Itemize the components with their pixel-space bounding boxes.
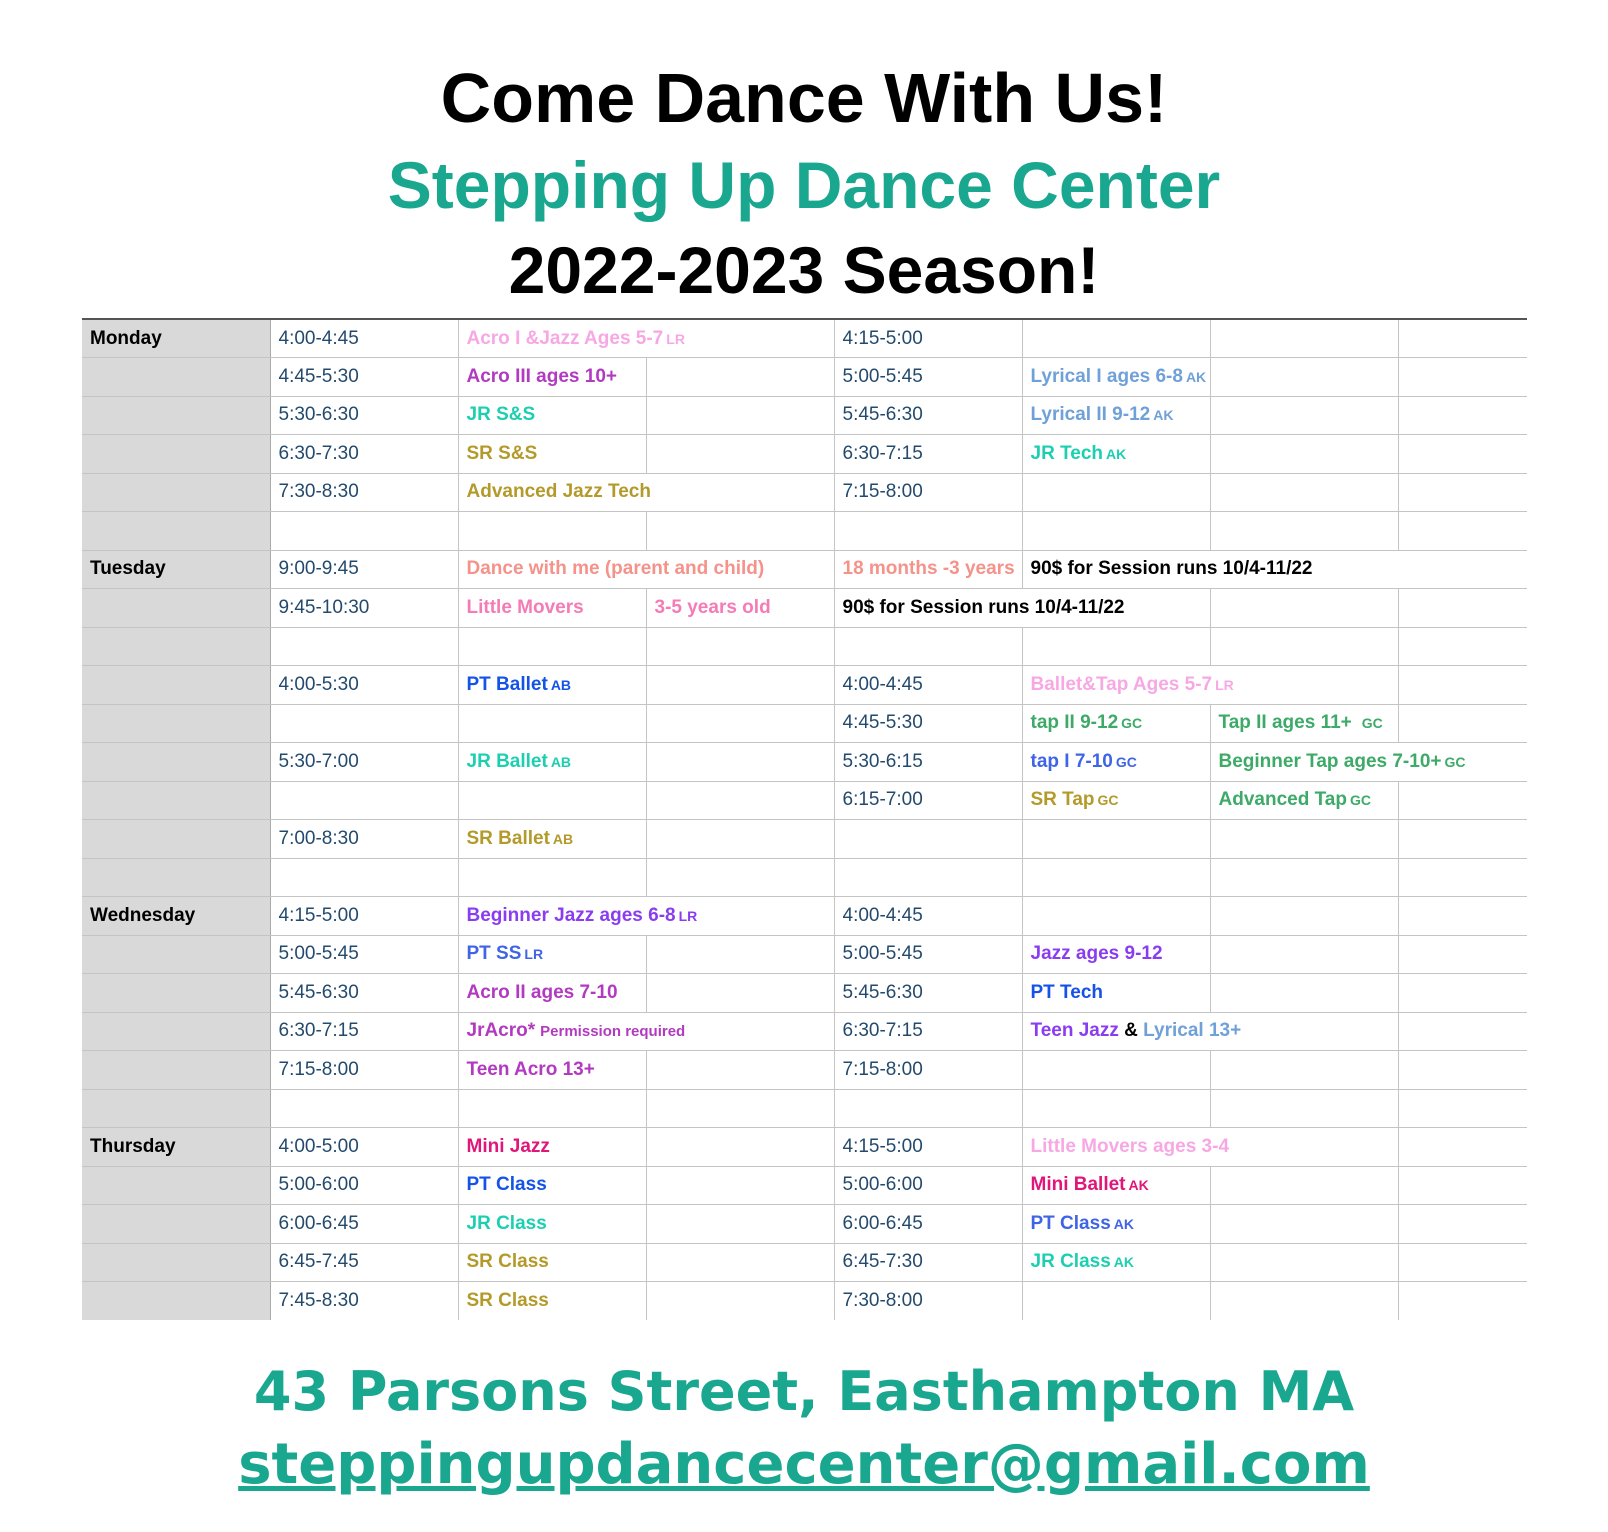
class-name: SR S&S xyxy=(466,442,538,464)
day-tuesday: Tuesday xyxy=(82,550,270,589)
table-row xyxy=(82,1012,1527,1051)
class-name: Mini Jazz xyxy=(466,1135,550,1157)
time-cell: 7:15-8:00 xyxy=(834,1051,1022,1090)
class-name: Acro II ages 7-10 xyxy=(466,981,618,1003)
empty-cell xyxy=(1210,319,1398,358)
class-name: Tap II ages 11+ xyxy=(1218,712,1352,734)
day-cell xyxy=(82,512,270,551)
empty-cell xyxy=(1398,858,1527,897)
day-cell xyxy=(82,1205,270,1244)
class-cell xyxy=(458,1282,646,1321)
empty-cell xyxy=(1398,396,1527,435)
empty-cell xyxy=(1398,627,1527,666)
table-row xyxy=(82,1051,1527,1090)
empty-cell xyxy=(1398,1282,1527,1321)
class-cell xyxy=(1022,1166,1210,1205)
empty-cell xyxy=(1210,512,1398,551)
empty-cell xyxy=(1398,512,1527,551)
class-name: SR Class xyxy=(466,1251,549,1273)
class-cell xyxy=(458,1205,646,1244)
day-monday: Monday xyxy=(82,319,270,358)
email-link[interactable]: steppingupdancecenter@gmail.com xyxy=(238,1432,1370,1497)
time-cell: 7:15-8:00 xyxy=(834,473,1022,512)
class-name: JR Class xyxy=(466,1212,547,1234)
table-row xyxy=(82,1205,1527,1244)
time-cell: 6:30-7:15 xyxy=(834,435,1022,474)
instructor-tag: AK xyxy=(1113,1254,1135,1271)
time-cell: 4:00-5:30 xyxy=(270,666,458,705)
empty-cell xyxy=(1398,1205,1527,1244)
empty-cell xyxy=(646,435,834,474)
time-cell: 7:30-8:00 xyxy=(834,1282,1022,1321)
empty-cell xyxy=(1210,858,1398,897)
empty-cell xyxy=(646,935,834,974)
instructor-tag: GC xyxy=(1361,715,1383,732)
class-cell xyxy=(1210,743,1527,782)
class-name: JR Class xyxy=(1030,1251,1111,1273)
instructor-tag: LR xyxy=(524,946,544,963)
empty-cell xyxy=(1022,473,1210,512)
time-cell: 6:15-7:00 xyxy=(834,781,1022,820)
time-cell: 9:45-10:30 xyxy=(270,589,458,628)
class-cell xyxy=(458,743,646,782)
class-name: Mini Ballet xyxy=(1030,1174,1126,1196)
time-cell: 6:45-7:30 xyxy=(834,1243,1022,1282)
instructor-tag: AB xyxy=(550,676,572,693)
instructor-tag: AK xyxy=(1185,368,1207,385)
class-name: Advanced Tap xyxy=(1218,789,1347,811)
empty-cell xyxy=(1022,1089,1210,1128)
instructor-tag: GC xyxy=(1097,792,1119,809)
time-cell: 5:00-5:45 xyxy=(834,358,1022,397)
instructor-tag: AB xyxy=(552,830,574,847)
class-name: SR Class xyxy=(466,1290,549,1311)
class-cell xyxy=(458,589,646,628)
empty-cell xyxy=(1022,1051,1210,1090)
table-row xyxy=(82,627,1527,666)
empty-cell xyxy=(1398,1166,1527,1205)
empty-cell xyxy=(1210,1205,1398,1244)
class-cell xyxy=(1022,704,1210,743)
empty-cell xyxy=(1398,935,1527,974)
empty-cell xyxy=(1398,1243,1527,1282)
class-cell xyxy=(1022,435,1210,474)
empty-cell xyxy=(1398,704,1527,743)
day-cell xyxy=(82,627,270,666)
session-note: 90$ for Session runs 10/4-11/22 xyxy=(842,596,1125,618)
class-cell xyxy=(458,550,834,589)
time-cell: 9:00-9:45 xyxy=(270,550,458,589)
empty-cell xyxy=(1022,319,1210,358)
class-cell xyxy=(458,820,646,859)
ampersand: & xyxy=(1124,1020,1138,1042)
time-cell: 5:00-6:00 xyxy=(834,1166,1022,1205)
empty-cell xyxy=(1398,1128,1527,1167)
class-name: Dance with me (parent and child) xyxy=(466,558,765,580)
empty-cell xyxy=(1398,666,1527,705)
table-row xyxy=(82,820,1527,859)
time-cell: 5:00-5:45 xyxy=(834,935,1022,974)
instructor-tag: AK xyxy=(1153,407,1174,424)
time-cell: 5:30-6:30 xyxy=(270,396,458,435)
class-cell xyxy=(458,1166,646,1205)
empty-cell xyxy=(834,858,1022,897)
day-cell xyxy=(82,1051,270,1090)
table-row xyxy=(82,473,1527,512)
time-cell: 6:00-6:45 xyxy=(834,1205,1022,1244)
class-name: Little Movers ages 3-4 xyxy=(1030,1135,1230,1157)
table-row xyxy=(82,666,1527,705)
table-row xyxy=(82,1166,1527,1205)
empty-cell xyxy=(270,627,458,666)
empty-cell xyxy=(646,1089,834,1128)
time-cell: 6:45-7:45 xyxy=(270,1243,458,1282)
class-cell xyxy=(458,319,834,358)
class-name: Little Movers xyxy=(466,596,584,618)
day-cell xyxy=(82,820,270,859)
empty-cell xyxy=(646,627,834,666)
instructor-tag: AB xyxy=(550,753,572,770)
class-name: JR S&S xyxy=(466,404,536,426)
class-cell xyxy=(1022,974,1210,1013)
table-row xyxy=(82,781,1527,820)
table-row xyxy=(82,1128,1527,1167)
instructor-tag: LR xyxy=(1215,676,1234,693)
empty-cell xyxy=(834,627,1022,666)
class-name: Beginner Jazz ages 6-8 xyxy=(466,904,676,926)
class-name: Advanced Jazz Tech xyxy=(466,481,651,503)
class-cell xyxy=(1022,1012,1398,1051)
empty-cell xyxy=(646,704,834,743)
class-cell xyxy=(1022,666,1398,705)
time-cell: 7:15-8:00 xyxy=(270,1051,458,1090)
class-cell xyxy=(1022,743,1210,782)
time-cell: 4:00-4:45 xyxy=(834,897,1022,936)
class-name: SR Ballet xyxy=(466,827,550,849)
instructor-tag: LR xyxy=(678,907,698,924)
empty-cell xyxy=(1210,1243,1398,1282)
empty-cell xyxy=(1398,473,1527,512)
class-name: PT Ballet xyxy=(466,673,548,695)
table-row xyxy=(82,319,1527,358)
time-cell: 4:00-4:45 xyxy=(834,666,1022,705)
class-name: PT Tech xyxy=(1030,981,1103,1003)
class-cell xyxy=(1210,781,1398,820)
class-name: JrAcro* xyxy=(466,1020,536,1042)
instructor-tag: AK xyxy=(1113,1215,1134,1232)
empty-cell xyxy=(834,512,1022,551)
day-cell xyxy=(82,781,270,820)
class-cell xyxy=(458,935,646,974)
day-cell xyxy=(82,743,270,782)
age-range: 3-5 years old xyxy=(654,596,771,618)
permission-note: Permission required xyxy=(540,1023,686,1041)
class-cell xyxy=(458,974,646,1013)
class-cell xyxy=(458,897,834,936)
empty-cell xyxy=(646,396,834,435)
empty-cell xyxy=(270,704,458,743)
class-name: PT SS xyxy=(466,943,522,965)
class-name: Lyrical II 9-12 xyxy=(1030,404,1151,426)
class-cell xyxy=(1022,781,1210,820)
empty-cell xyxy=(646,666,834,705)
studio-name: Stepping Up Dance Center xyxy=(387,148,1221,222)
class-name: Teen Acro 13+ xyxy=(466,1058,595,1080)
schedule-table xyxy=(82,318,1527,1320)
class-cell xyxy=(458,1051,646,1090)
empty-cell xyxy=(646,743,834,782)
empty-cell xyxy=(646,1243,834,1282)
time-cell: 4:15-5:00 xyxy=(834,319,1022,358)
class-cell xyxy=(1022,1128,1398,1167)
empty-cell xyxy=(1398,319,1527,358)
table-row xyxy=(82,1282,1527,1321)
empty-cell xyxy=(646,1166,834,1205)
empty-cell xyxy=(270,858,458,897)
table-row xyxy=(82,974,1527,1013)
empty-cell xyxy=(1210,935,1398,974)
table-row xyxy=(82,435,1527,474)
empty-cell xyxy=(1210,473,1398,512)
empty-cell xyxy=(646,820,834,859)
day-cell xyxy=(82,1089,270,1128)
class-cell xyxy=(1022,396,1210,435)
empty-cell xyxy=(1022,897,1210,936)
time-cell: 4:00-5:00 xyxy=(270,1128,458,1167)
empty-cell xyxy=(1398,781,1527,820)
empty-cell xyxy=(646,974,834,1013)
day-cell xyxy=(82,1243,270,1282)
empty-cell xyxy=(1210,358,1398,397)
class-name: tap I 7-10 xyxy=(1030,750,1113,772)
table-row xyxy=(82,935,1527,974)
class-name: tap II 9-12 xyxy=(1030,712,1119,734)
class-cell xyxy=(458,1012,834,1051)
class-cell xyxy=(1022,1243,1210,1282)
empty-cell xyxy=(1398,1012,1527,1051)
empty-cell xyxy=(646,1282,834,1321)
class-name: SR Tap xyxy=(1030,789,1095,811)
empty-cell xyxy=(1398,974,1527,1013)
table-row xyxy=(82,897,1527,936)
time-cell: 5:45-6:30 xyxy=(834,396,1022,435)
class-name: JR Tech xyxy=(1030,442,1104,464)
empty-cell xyxy=(1210,897,1398,936)
day-cell xyxy=(82,974,270,1013)
table-row xyxy=(82,589,1527,628)
empty-cell xyxy=(1210,396,1398,435)
empty-cell xyxy=(646,858,834,897)
studio-address: 43 Parsons Street, Easthampton MA xyxy=(253,1360,1355,1423)
empty-cell xyxy=(646,1051,834,1090)
empty-cell xyxy=(458,627,646,666)
table-row xyxy=(82,512,1527,551)
time-cell: 5:00-6:00 xyxy=(270,1166,458,1205)
empty-cell xyxy=(1398,820,1527,859)
day-cell xyxy=(82,589,270,628)
table-row xyxy=(82,704,1527,743)
class-name: PT Class xyxy=(466,1174,547,1196)
time-cell: 5:45-6:30 xyxy=(834,974,1022,1013)
empty-cell xyxy=(834,1089,1022,1128)
class-name: Lyrical 13+ xyxy=(1143,1020,1242,1042)
empty-cell xyxy=(1022,820,1210,859)
day-cell xyxy=(82,358,270,397)
class-name: Acro I &Jazz Ages 5-7 xyxy=(466,327,664,349)
empty-cell xyxy=(1398,1089,1527,1128)
class-name: JR Ballet xyxy=(466,750,548,772)
day-cell xyxy=(82,935,270,974)
empty-cell xyxy=(1398,1051,1527,1090)
time-cell: 5:45-6:30 xyxy=(270,974,458,1013)
age-cell xyxy=(646,589,834,628)
time-cell: 4:15-5:00 xyxy=(834,1128,1022,1167)
time-cell: 7:45-8:30 xyxy=(270,1282,458,1321)
time-cell: 4:00-4:45 xyxy=(270,319,458,358)
day-cell xyxy=(82,1166,270,1205)
day-cell xyxy=(82,396,270,435)
empty-cell xyxy=(1022,512,1210,551)
instructor-tag: GC xyxy=(1121,715,1143,732)
instructor-tag: LR xyxy=(666,330,685,347)
empty-cell xyxy=(458,512,646,551)
time-cell: 6:30-7:15 xyxy=(834,1012,1022,1051)
note-cell xyxy=(834,589,1210,628)
class-cell xyxy=(458,1128,646,1167)
empty-cell xyxy=(1022,1282,1210,1321)
table-row xyxy=(82,550,1527,589)
empty-cell xyxy=(1210,1282,1398,1321)
class-name: Lyrical I ages 6-8 xyxy=(1030,365,1183,387)
empty-cell xyxy=(1398,358,1527,397)
table-row xyxy=(82,396,1527,435)
empty-cell xyxy=(1210,627,1398,666)
day-cell xyxy=(82,1282,270,1321)
day-cell xyxy=(82,858,270,897)
time-cell: 7:30-8:30 xyxy=(270,473,458,512)
empty-cell xyxy=(1022,627,1210,666)
time-cell: 5:30-6:15 xyxy=(834,743,1022,782)
day-wednesday: Wednesday xyxy=(82,897,270,936)
class-name: Ballet&Tap Ages 5-7 xyxy=(1030,673,1213,695)
instructor-tag: GC xyxy=(1115,753,1137,770)
empty-cell xyxy=(646,781,834,820)
class-cell xyxy=(1022,1205,1210,1244)
table-row xyxy=(82,858,1527,897)
time-cell: 6:00-6:45 xyxy=(270,1205,458,1244)
time-cell: 4:45-5:30 xyxy=(834,704,1022,743)
class-name: PT Class xyxy=(1030,1212,1111,1234)
age-cell xyxy=(834,550,1022,589)
day-cell xyxy=(82,435,270,474)
table-row xyxy=(82,358,1527,397)
class-name: Jazz ages 9-12 xyxy=(1030,943,1163,965)
instructor-tag: GC xyxy=(1444,753,1466,770)
class-cell xyxy=(1210,704,1398,743)
class-cell xyxy=(1022,935,1210,974)
empty-cell xyxy=(646,358,834,397)
day-cell xyxy=(82,704,270,743)
instructor-tag: GC xyxy=(1349,792,1371,809)
season-title: 2022-2023 Season! xyxy=(508,233,1100,307)
empty-cell xyxy=(270,781,458,820)
session-note: 90$ for Session runs 10/4-11/22 xyxy=(1030,558,1313,580)
empty-cell xyxy=(1210,1089,1398,1128)
class-cell xyxy=(458,396,646,435)
empty-cell xyxy=(1398,897,1527,936)
time-cell: 4:15-5:00 xyxy=(270,897,458,936)
age-range: 18 months -3 years xyxy=(842,558,1015,580)
empty-cell xyxy=(1210,435,1398,474)
table-row xyxy=(82,1089,1527,1128)
empty-cell xyxy=(646,1128,834,1167)
day-cell xyxy=(82,666,270,705)
empty-cell xyxy=(1022,858,1210,897)
time-cell: 6:30-7:30 xyxy=(270,435,458,474)
empty-cell xyxy=(458,704,646,743)
class-name: Teen Jazz xyxy=(1030,1020,1119,1042)
empty-cell xyxy=(458,1089,646,1128)
table-row xyxy=(82,743,1527,782)
empty-cell xyxy=(646,512,834,551)
empty-cell xyxy=(270,1089,458,1128)
class-name: Acro III ages 10+ xyxy=(466,365,617,387)
day-thursday: Thursday xyxy=(82,1128,270,1167)
time-cell: 4:45-5:30 xyxy=(270,358,458,397)
class-cell xyxy=(458,473,834,512)
time-cell: 5:30-7:00 xyxy=(270,743,458,782)
class-cell xyxy=(458,1243,646,1282)
empty-cell xyxy=(1210,1166,1398,1205)
title-come-dance: Come Dance With Us! xyxy=(440,59,1168,137)
empty-cell xyxy=(834,820,1022,859)
empty-cell xyxy=(1398,589,1527,628)
empty-cell xyxy=(1210,1051,1398,1090)
class-cell xyxy=(458,358,646,397)
class-cell xyxy=(1022,358,1210,397)
time-cell: 5:00-5:45 xyxy=(270,935,458,974)
table-row xyxy=(82,1243,1527,1282)
day-cell xyxy=(82,1012,270,1051)
instructor-tag: AK xyxy=(1106,445,1127,462)
class-name: Beginner Tap ages 7-10+ xyxy=(1218,750,1442,772)
empty-cell xyxy=(458,781,646,820)
day-cell xyxy=(82,473,270,512)
time-cell: 7:00-8:30 xyxy=(270,820,458,859)
class-cell xyxy=(458,666,646,705)
empty-cell xyxy=(1398,435,1527,474)
empty-cell xyxy=(646,1205,834,1244)
empty-cell xyxy=(1210,589,1398,628)
empty-cell xyxy=(1210,820,1398,859)
empty-cell xyxy=(1210,974,1398,1013)
note-cell xyxy=(1022,550,1527,589)
class-cell xyxy=(458,435,646,474)
time-cell: 6:30-7:15 xyxy=(270,1012,458,1051)
instructor-tag: AK xyxy=(1128,1177,1149,1194)
empty-cell xyxy=(270,512,458,551)
empty-cell xyxy=(458,858,646,897)
